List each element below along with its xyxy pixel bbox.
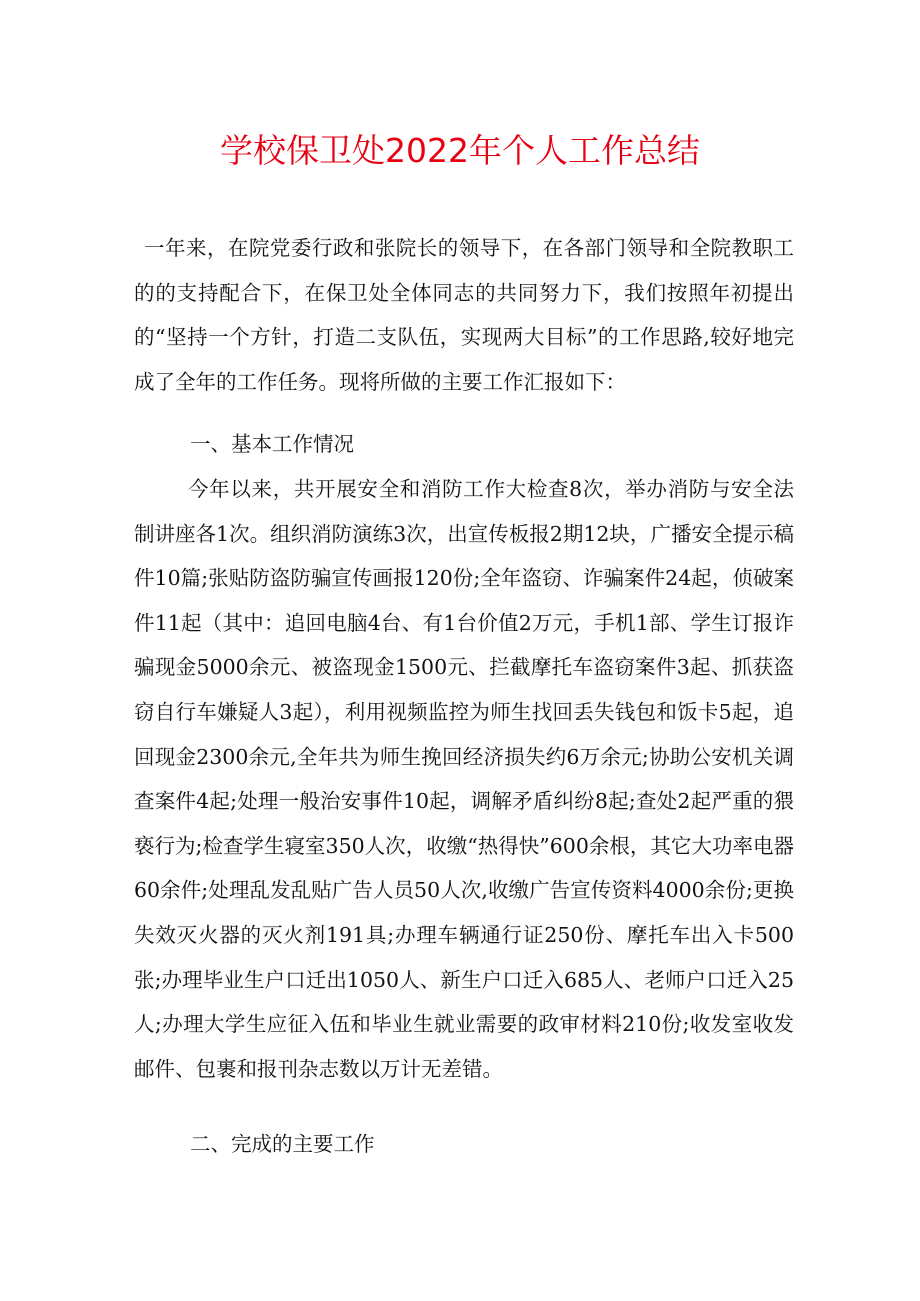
intro-paragraph: 一年来，在院党委行政和张院长的领导下，在各部门领导和全院教职工的的支持配合下，在保卫处全体同志的共同努力下，我们按照年初提出的“坚持一个方针，打造二支队伍，实现两大目标”的工作思路,较好地完成了全年的工作任务。现将所做的主要工作汇报如下： <box>134 236 794 394</box>
document-title: 学校保卫处2022年个人工作总结 <box>220 131 700 170</box>
section-heading-main-work: 二、完成的主要工作 <box>190 1132 375 1156</box>
basic-work-paragraph: 今年以来，共开展安全和消防工作大检查8次，举办消防与安全法制讲座各1次。组织消防演练3次，出宣传板报2期12块，广播安全提示稿件10篇;张贴防盗防骗宣传画报120份;全年盗窃、诈骗案件24起，侦破案件11起（其中：追回电脑4台、有1台价值2万元，手机1部、学生订报诈骗现金5000余元、被盗现金1500元、拦截摩托车盗窃案件3起、抓获盗窃自行车嫌疑人3起），利用视频监控为师生找回丢失钱包和饭卡5起，追回现金2300余元,全年共为师生挽回经济损失约6万余元;协助公安机关调查案件4起;处理一般治安事件10起，调解矛盾纠纷8起;查处2起严重的猥亵行为;检查学生寝室350人次，收缴“热得快”600余根，其它大功率电器60余件;处理乱发乱贴广告人员50人次,收缴广告宣传资料4000余份;更换失效灭火器的灭火剂191具;办理车辆通行证250份、摩托车出入卡500张;办理毕业生户口迁出1050人、新生户口迁入685人、老师户口迁入25人;办理大学生应征入伍和毕业生就业需要的政审材料210份;收发室收发邮件、包裹和报刊杂志数以万计无差错。 <box>134 477 794 1081</box>
section-heading-basic-work: 一、基本工作情况 <box>190 432 354 456</box>
